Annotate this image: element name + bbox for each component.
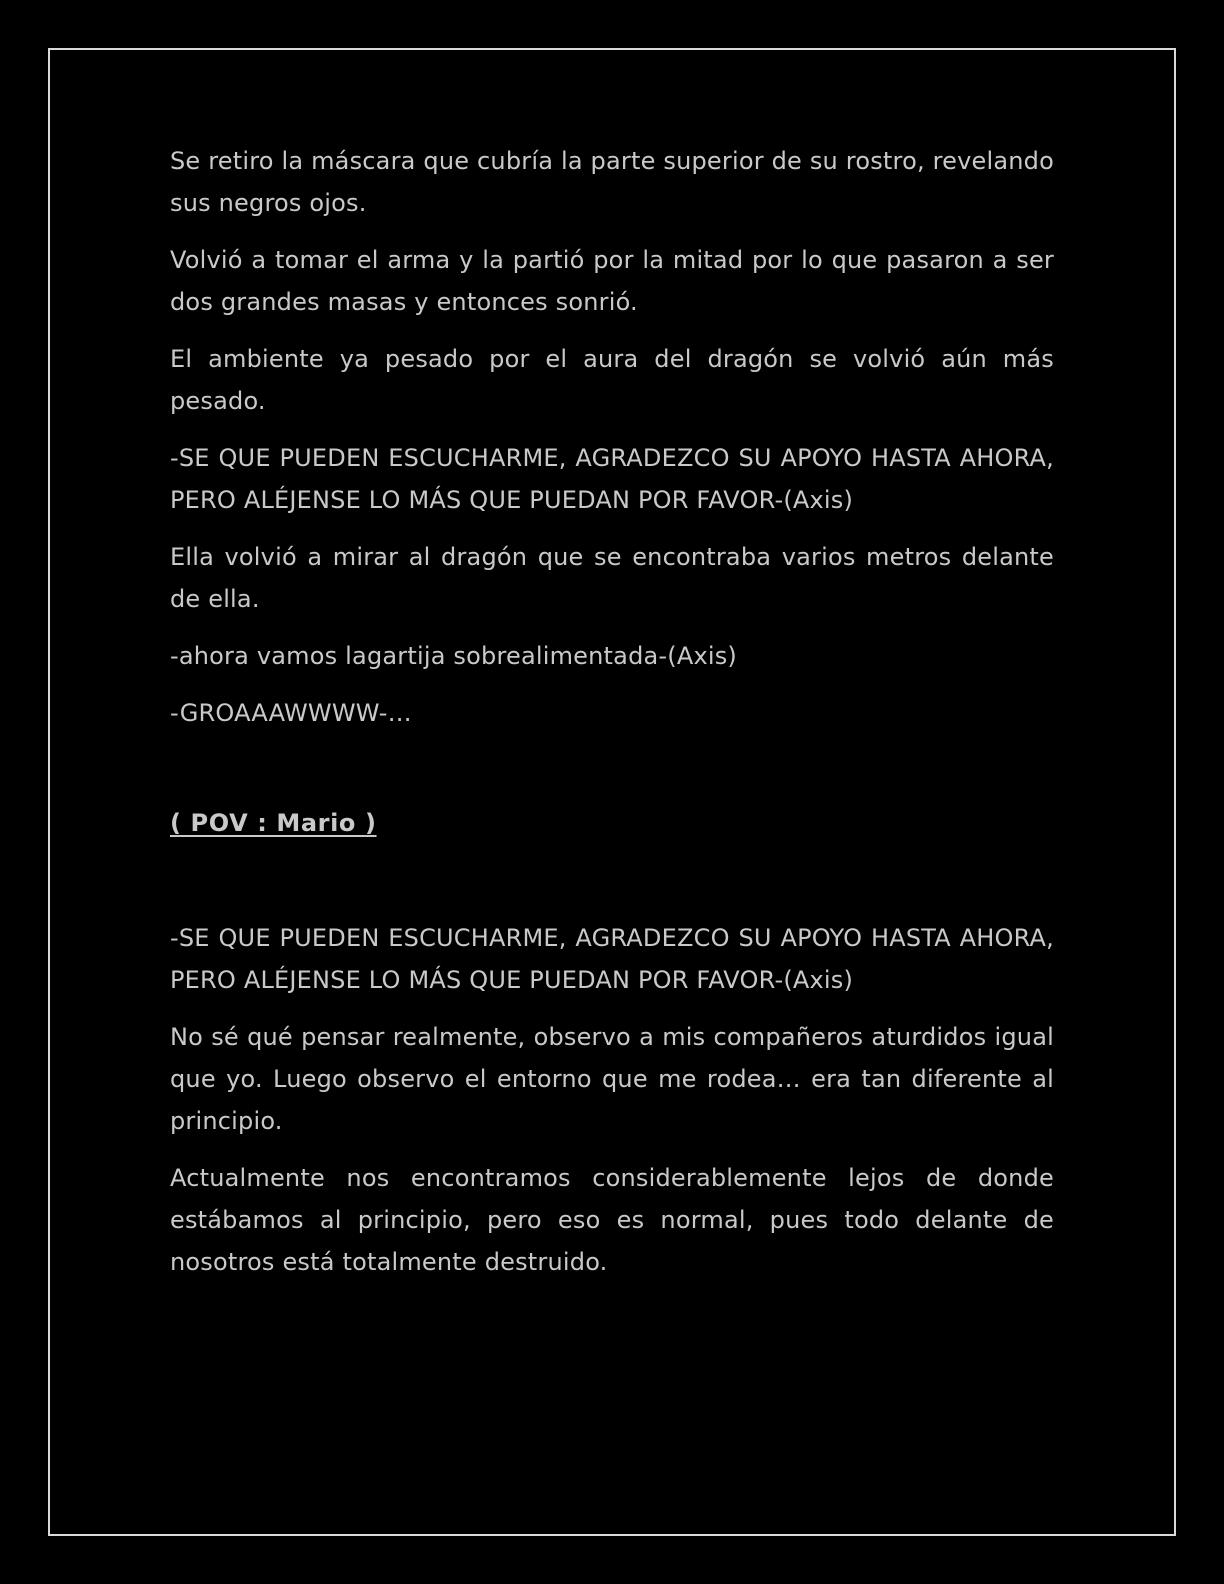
- dialogue-paragraph: -SE QUE PUEDEN ESCUCHARME, AGRADEZCO SU APOYO HASTA AHORA, PERO ALÉJENSE LO MÁS QUE PUEDAN POR FAVOR-(Axis): [170, 444, 1054, 514]
- dialogue-paragraph: -GROAAAWWWW-…: [170, 699, 412, 727]
- paragraph: Ella volvió a mirar al dragón que se encontraba varios metros delante de ella.: [170, 543, 1054, 613]
- paragraph: Actualmente nos encontramos considerablemente lejos de donde estábamos al principio, pero eso es normal, pues todo delante de nosotros está totalmente destruido.: [170, 1164, 1054, 1276]
- paragraph: Volvió a tomar el arma y la partió por la mitad por lo que pasaron a ser dos grandes masas y entonces sonrió.: [170, 246, 1054, 316]
- document-body: [170, 140, 1054, 1298]
- paragraph: Se retiro la máscara que cubría la parte superior de su rostro, revelando sus negros ojos.: [170, 147, 1054, 217]
- paragraph: El ambiente ya pesado por el aura del dragón se volvió aún más pesado.: [170, 345, 1054, 415]
- paragraph: No sé qué pensar realmente, observo a mis compañeros aturdidos igual que yo. Luego observo el entorno que me rodea… era tan diferente al principio.: [170, 1023, 1054, 1135]
- dialogue-paragraph: -ahora vamos lagartija sobrealimentada-(Axis): [170, 642, 737, 670]
- dialogue-paragraph: -SE QUE PUEDEN ESCUCHARME, AGRADEZCO SU APOYO HASTA AHORA, PERO ALÉJENSE LO MÁS QUE PUEDAN POR FAVOR-(Axis): [170, 924, 1054, 994]
- pov-heading: ( POV : Mario ): [170, 809, 377, 837]
